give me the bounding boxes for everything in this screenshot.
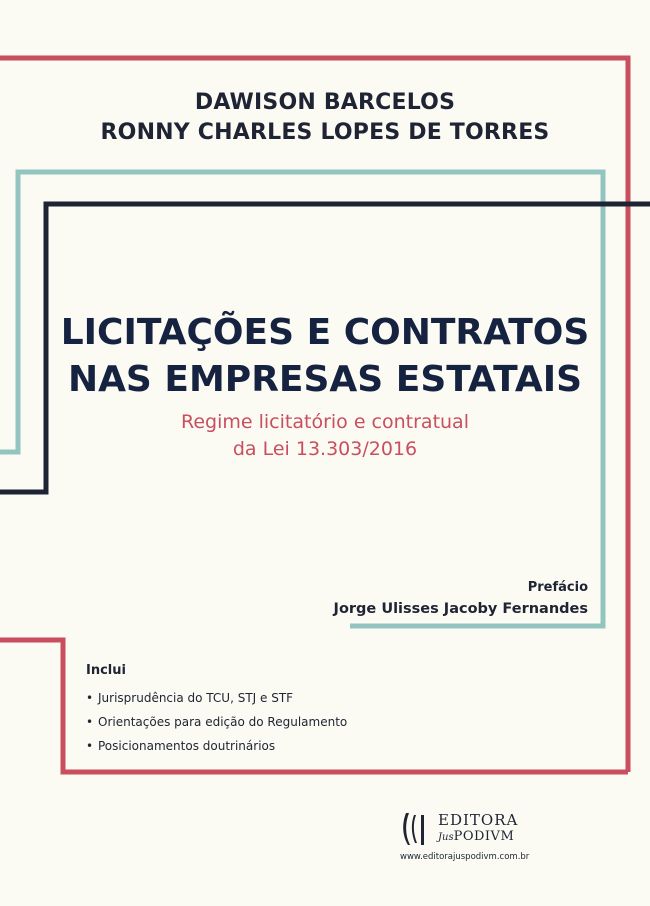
subtitle-line: da Lei 13.303/2016 — [232, 438, 418, 460]
book-title — [0, 309, 650, 403]
author-name: DAWISON BARCELOS — [194, 90, 456, 115]
bullet-icon: • — [86, 715, 94, 729]
publisher-podivm: PODIVM — [453, 829, 515, 844]
book-subtitle — [0, 409, 650, 463]
authors — [0, 88, 650, 148]
publisher-name-line2 — [438, 829, 514, 844]
publisher-url: www.editorajuspodivm.com.br — [400, 852, 530, 862]
publisher-jus: Jus — [438, 832, 454, 843]
list-item-label: Posicionamentos doutrinários — [98, 739, 276, 753]
includes-list — [86, 686, 347, 758]
bullet-icon: • — [86, 739, 94, 753]
publisher-name: EDITORA — [438, 811, 519, 829]
list-item — [86, 710, 347, 734]
bullet-icon: • — [86, 691, 94, 705]
list-item-label: Orientações para edição do Regulamento — [98, 715, 348, 729]
list-item — [86, 734, 347, 758]
includes-title: Inclui — [86, 663, 126, 678]
author-name: RONNY CHARLES LOPES DE TORRES — [100, 120, 550, 145]
preface — [334, 578, 588, 620]
list-item — [86, 686, 347, 710]
preface-author: Jorge Ulisses Jacoby Fernandes — [333, 601, 588, 617]
includes-section — [86, 660, 347, 758]
list-item-label: Jurisprudência do TCU, STJ e STF — [98, 691, 294, 705]
title-line: LICITAÇÕES E CONTRATOS — [60, 312, 590, 353]
publisher-logo-icon — [400, 809, 432, 849]
subtitle-line: Regime licitatório e contratual — [181, 411, 469, 433]
title-line: NAS EMPRESAS ESTATAIS — [67, 359, 583, 400]
preface-label: Prefácio — [527, 580, 588, 595]
